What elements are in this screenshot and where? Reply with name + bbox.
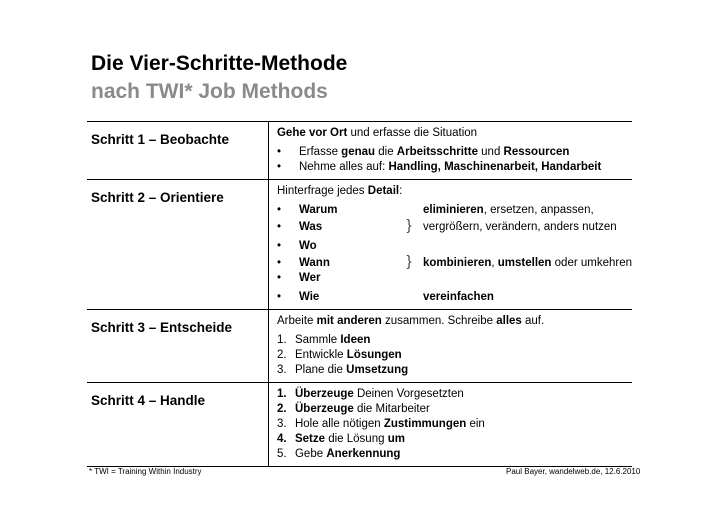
- slide-subtitle: nach TWI* Job Methods: [91, 80, 328, 103]
- list-item: • Wer: [276, 272, 321, 284]
- step-row-2: [87, 180, 632, 310]
- list-item: • Erfasse genau die Arbeitsschritte und Ressourcen: [276, 146, 570, 158]
- step-content: [268, 310, 632, 383]
- list-item: • Wann } kombinieren, umstellen oder umkehren: [276, 253, 632, 270]
- step-row-3: [87, 310, 632, 383]
- list-item: • Wo: [276, 240, 317, 252]
- step-intro: Gehe vor Ort und erfasse die Situation: [276, 127, 478, 139]
- footnote: * TWI = Training Within Industry: [89, 467, 202, 476]
- list-item: 2. Entwickle Lösungen: [276, 349, 402, 361]
- list-item: 3. Plane die Umsetzung: [276, 364, 409, 376]
- step-content: [268, 122, 632, 180]
- author-credit: Paul Bayer, wandelweb.de, 12.6.2010: [506, 467, 641, 476]
- list-item: • Nehme alles auf: Handling, Maschinenarbeit, Handarbeit: [276, 161, 602, 173]
- list-item: • Was } vergrößern, verändern, anders nutzen: [276, 217, 617, 234]
- list-item: 3. Hole alle nötigen Zustimmungen ein: [276, 418, 485, 430]
- list-item: 1. Sammle Ideen: [276, 334, 371, 346]
- step-row-1: [87, 122, 632, 180]
- brace-icon: }: [406, 217, 412, 234]
- step-label: Schritt 1 – Beobachte: [87, 122, 268, 180]
- step-row-4: [87, 383, 632, 467]
- step-content: [268, 180, 632, 310]
- step-intro: Arbeite mit anderen zusammen. Schreibe alles auf.: [276, 315, 545, 327]
- list-item: 2. Überzeuge die Mitarbeiter: [276, 403, 430, 415]
- steps-table: [87, 121, 632, 467]
- list-item: 4. Setze die Lösung um: [276, 433, 405, 445]
- list-item: • Wie vereinfachen: [276, 291, 494, 303]
- step-label: Schritt 2 – Orientiere: [87, 180, 268, 310]
- list-item: • Warum eliminieren, ersetzen, anpassen,: [276, 204, 594, 216]
- list-item: 1. Überzeuge Deinen Vorgesetzten: [276, 388, 464, 400]
- step-content: [268, 383, 632, 467]
- step-label: Schritt 4 – Handle: [87, 383, 268, 467]
- step-label: Schritt 3 – Entscheide: [87, 310, 268, 383]
- step-intro: Hinterfrage jedes Detail:: [276, 185, 403, 197]
- slide-title: Die Vier-Schritte-Methode: [91, 52, 348, 75]
- brace-icon: }: [406, 253, 412, 270]
- list-item: 5. Gebe Anerkennung: [276, 448, 401, 460]
